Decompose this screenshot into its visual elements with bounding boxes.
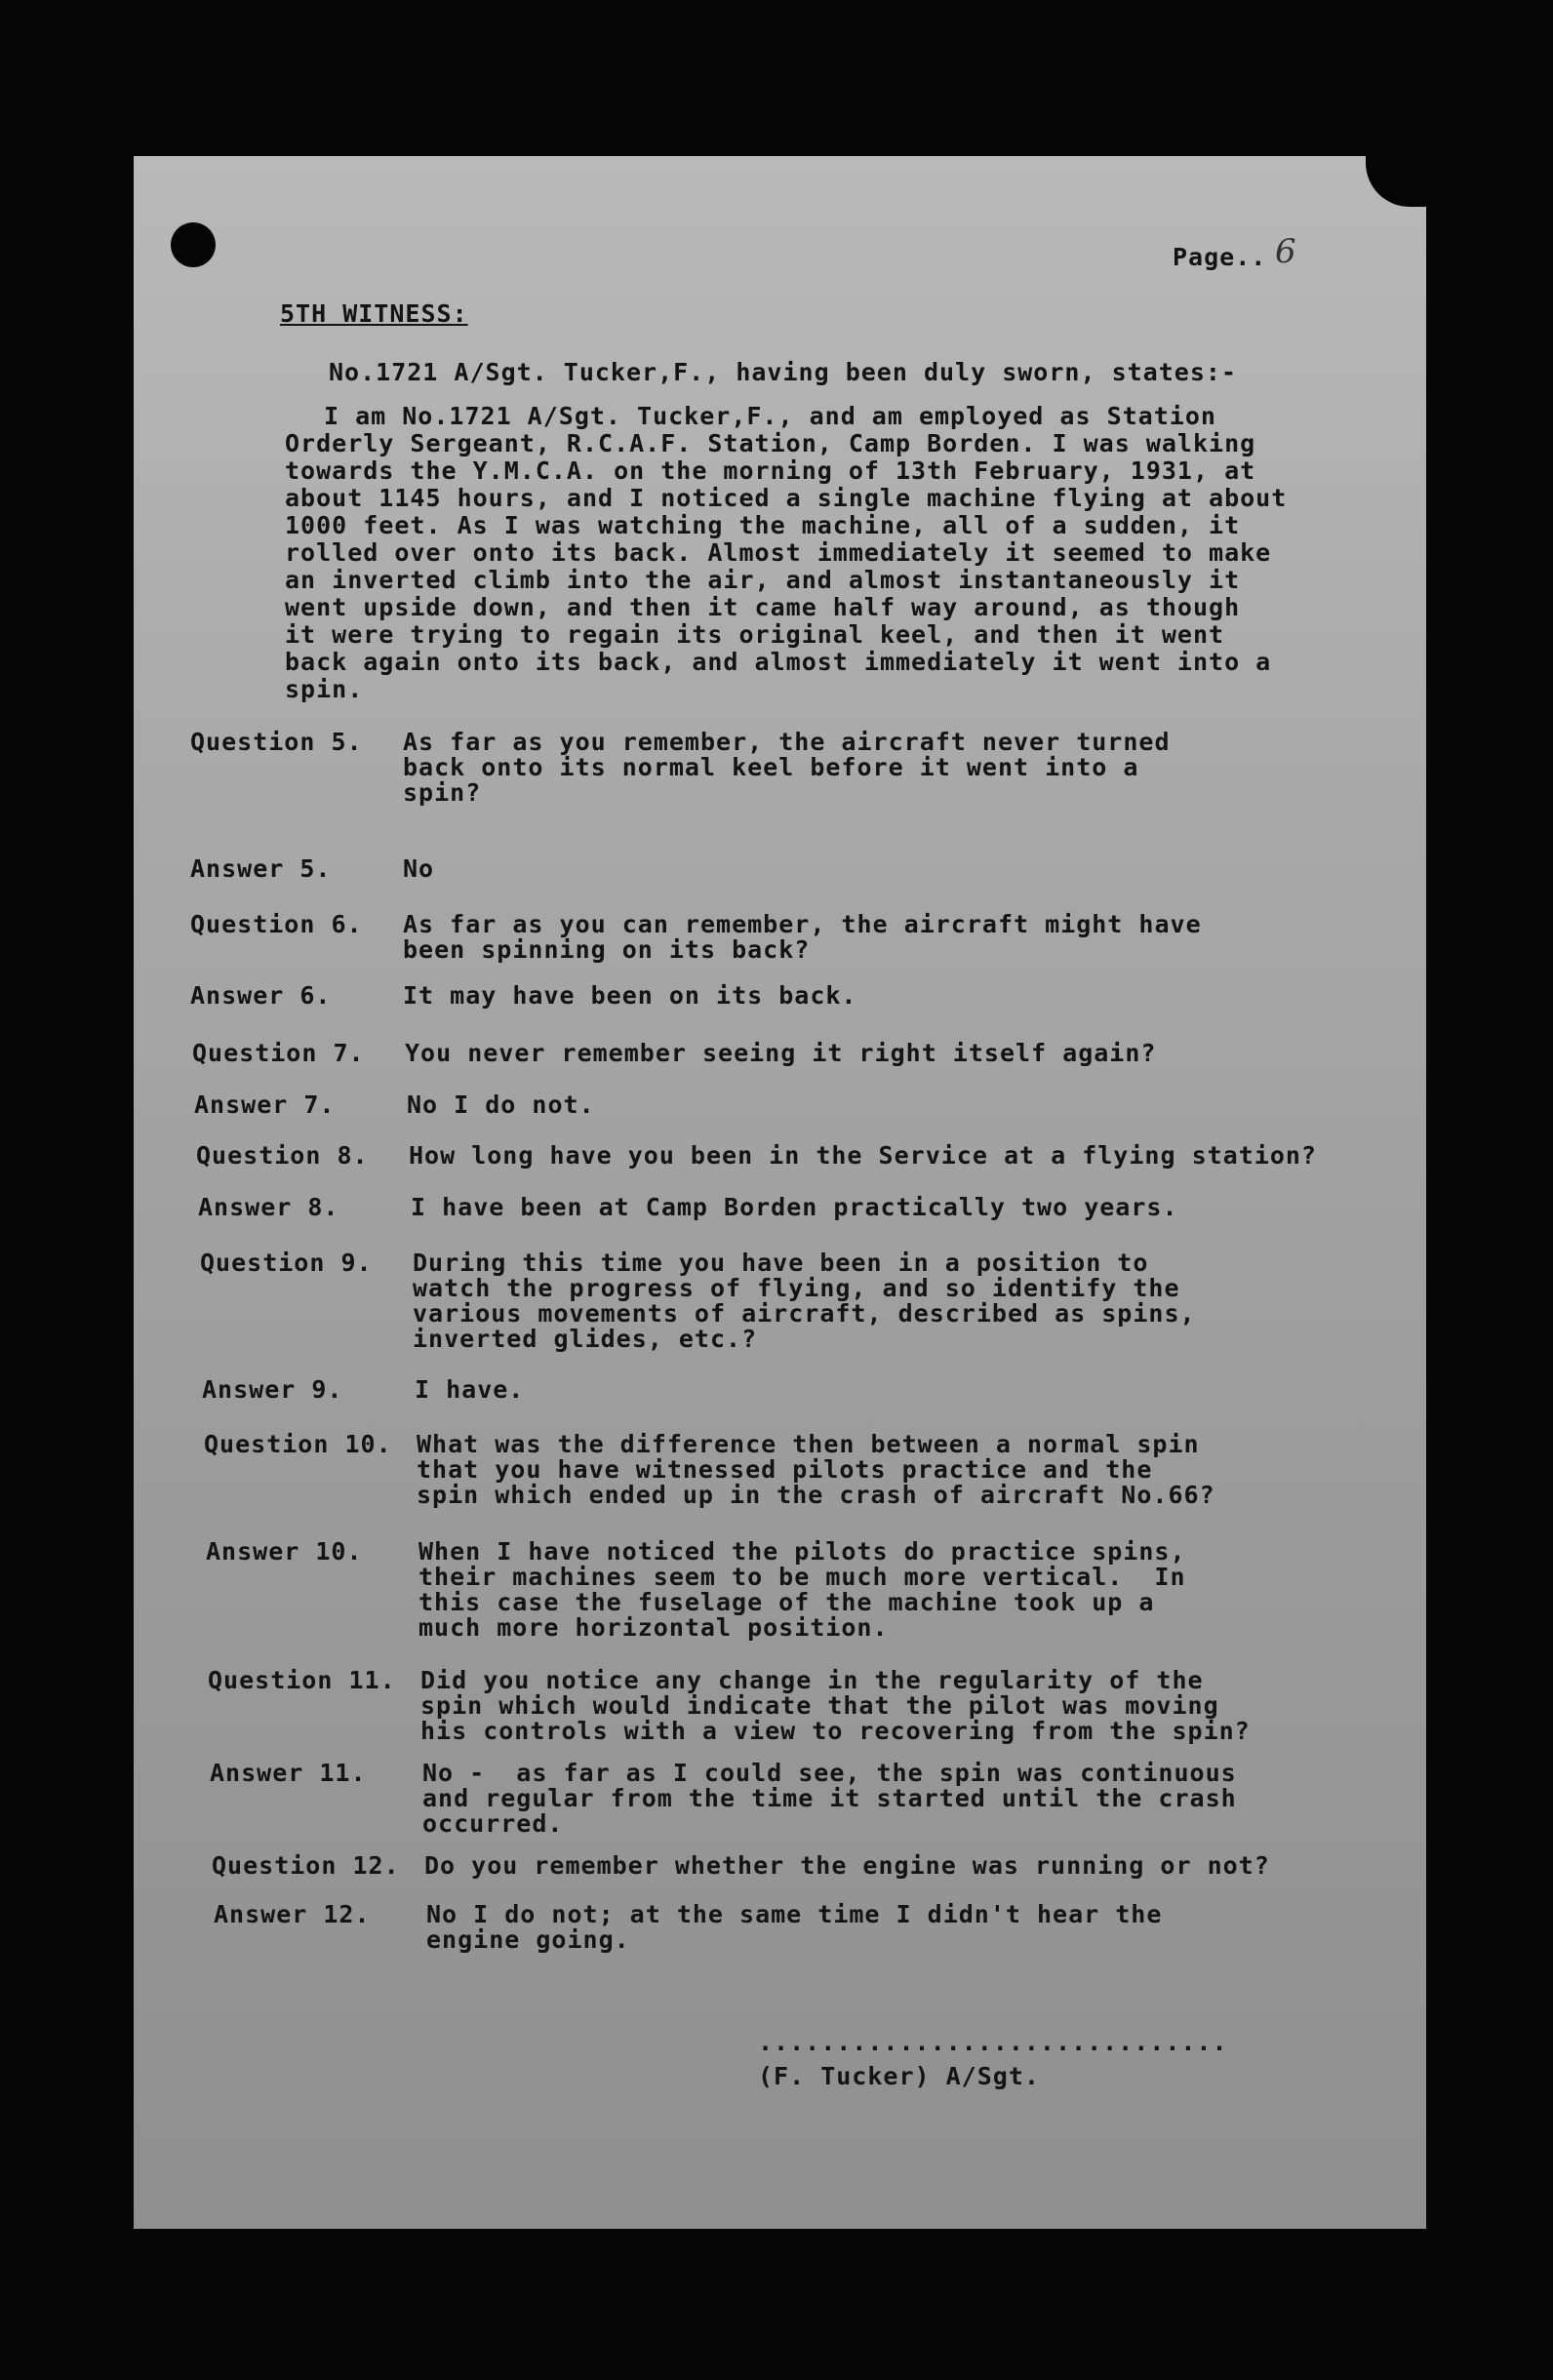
qa-text: When I have noticed the pilots do practice spins, their machines seem to be much more vertical. In this case the fuselage of the machine took up a much more horizontal position. xyxy=(418,1537,1186,1642)
qa-label: Answer 10. xyxy=(206,1537,363,1566)
statement-line: back again onto its back, and almost immediately it went into a xyxy=(285,648,1272,676)
qa-text: It may have been on its back. xyxy=(403,981,857,1010)
torn-corner xyxy=(1366,156,1426,207)
statement-line: Orderly Sergeant, R.C.A.F. Station, Camp Borden. I was walking xyxy=(285,429,1256,457)
statement-line: rolled over onto its back. Almost immediately it seemed to make xyxy=(285,538,1272,567)
qa-text: As far as you can remember, the aircraft might have been spinning on its back? xyxy=(403,910,1202,964)
qa-label: Answer 5. xyxy=(190,854,332,883)
qa-label: Question 5. xyxy=(190,728,363,756)
page-label: Page.. xyxy=(1173,243,1267,271)
punch-hole xyxy=(171,222,216,267)
statement-line: an inverted climb into the air, and almost instantaneously it xyxy=(285,566,1241,594)
qa-label: Question 8. xyxy=(196,1141,369,1170)
witness-intro: No.1721 A/Sgt. Tucker,F., having been duly sworn, states:- xyxy=(329,358,1237,386)
qa-text: I have. xyxy=(415,1375,525,1404)
qa-label: Answer 7. xyxy=(194,1091,336,1119)
qa-label: Question 11. xyxy=(208,1666,396,1694)
statement-line: 1000 feet. As I was watching the machine, all of a sudden, it xyxy=(285,511,1241,539)
qa-text: During this time you have been in a position to watch the progress of flying, and so identify the various movements of aircraft, described as spins, inverted glides, etc.? xyxy=(413,1249,1196,1353)
statement-line: about 1145 hours, and I noticed a single machine flying at about xyxy=(285,484,1288,512)
statement-line: it were trying to regain its original keel, and then it went xyxy=(285,620,1225,649)
document-page xyxy=(134,156,1426,2229)
qa-label: Answer 9. xyxy=(202,1375,343,1404)
qa-label: Question 12. xyxy=(212,1851,400,1880)
qa-text: What was the difference then between a normal spin that you have witnessed pilots practice and the spin which ended up in the crash of aircraft No.66? xyxy=(417,1430,1215,1509)
qa-text: No - as far as I could see, the spin was continuous and regular from the time it started until the crash occurred. xyxy=(422,1759,1237,1838)
qa-text: As far as you remember, the aircraft never turned back onto its normal keel before it went into a spin? xyxy=(403,728,1171,807)
qa-label: Answer 11. xyxy=(210,1759,367,1787)
qa-text: How long have you been in the Service at a flying station? xyxy=(409,1141,1317,1170)
witness-heading: 5TH WITNESS: xyxy=(280,299,468,328)
signature-line: .............................. xyxy=(758,2028,1228,2056)
qa-label: Question 10. xyxy=(204,1430,392,1458)
signature-name: (F. Tucker) A/Sgt. xyxy=(758,2062,1040,2090)
qa-label: Answer 12. xyxy=(214,1900,371,1928)
qa-label: Question 7. xyxy=(192,1039,365,1067)
qa-text: No I do not; at the same time I didn't hear the engine going. xyxy=(426,1900,1163,1954)
statement-line: spin. xyxy=(285,675,364,703)
qa-text: No I do not. xyxy=(407,1091,595,1119)
statement-line: went upside down, and then it came half way around, as though xyxy=(285,593,1241,621)
qa-label: Answer 6. xyxy=(190,981,332,1010)
qa-text: No xyxy=(403,854,435,883)
qa-text: You never remember seeing it right itself again? xyxy=(405,1039,1157,1067)
page-number-handwritten: 6 xyxy=(1275,232,1296,271)
qa-label: Answer 8. xyxy=(198,1193,339,1221)
qa-text: Did you notice any change in the regularity of the spin which would indicate that the pilot was moving his controls with a view to recovering from the spin? xyxy=(420,1666,1251,1745)
qa-label: Question 6. xyxy=(190,910,363,938)
statement-line: I am No.1721 A/Sgt. Tucker,F., and am employed as Station xyxy=(324,402,1216,430)
qa-label: Question 9. xyxy=(200,1249,373,1277)
qa-text: I have been at Camp Borden practically two years. xyxy=(411,1193,1178,1221)
statement-line: towards the Y.M.C.A. on the morning of 13th February, 1931, at xyxy=(285,456,1256,485)
qa-text: Do you remember whether the engine was running or not? xyxy=(424,1851,1270,1880)
